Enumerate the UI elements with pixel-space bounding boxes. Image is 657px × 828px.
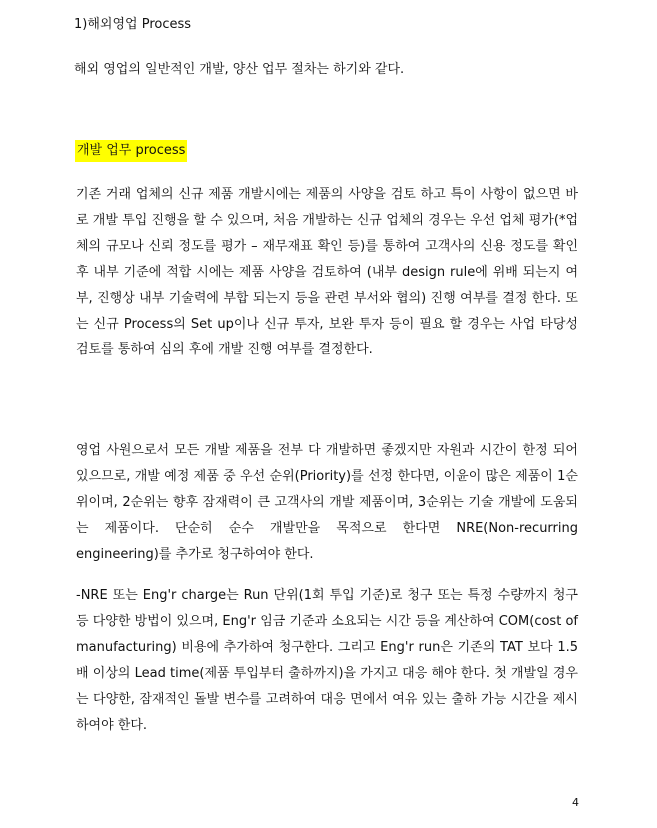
paragraph-nre: -NRE 또는 Eng'r charge는 Run 단위(1회 투입 기준)로 청구 또는 특정 수량까지 청구 등 다양한 방법이 있으며, Eng'r 임금 기준과 소요되는 시간 등을 계산하여 COM(cost of manufacturing) 비용에 추가하여 청구한다. 그리고 Eng'r run은 기존의 TAT 보다 1.5배 이상의 Lead time(제품 투입부터 출하까지)을 가지고 대응 해야 한다. 첫 개발일 경우는 다양한, 잠재적인 돌발 변수를 고려하여 대응 면에서 여유 있는 출하 가능 시간을 제시 하여야 한다. bbox=[76, 588, 578, 733]
page-number: 4 bbox=[572, 796, 579, 809]
intro-text: 해외 영업의 일반적인 개발, 양산 업무 절차는 하기와 같다. bbox=[74, 62, 405, 77]
section-title: 1)해외영업 Process bbox=[74, 17, 192, 32]
paragraph-development-process: 기존 거래 업체의 신규 제품 개발시에는 제품의 사양을 검토 하고 특이 사항이 없으면 바로 개발 투입 진행을 할 수 있으며, 처음 개발하는 신규 업체의 경우는 우선 업체 평가(*업체의 규모나 신뢰 정도를 평가 – 재무재표 확인 등)를 통하여 고객사의 신용 정도를 확인 후 내부 기준에 적합 시에는 제품 사양을 검토하여 (내부 design rule에 위배 되는지 여부, 진행상 내부 기술력에 부합 되는지 등을 관련 부서와 협의) 진행 여부를 결정 한다. 또는 신규 Process의 Set up이나 신규 투자, 보완 투자 등이 필요 할 경우는 사업 타당성 검토를 통하여 심의 후에 개발 진행 여부를 결정한다. bbox=[76, 187, 578, 358]
subheading-highlighted: 개발 업무 process bbox=[75, 140, 187, 162]
paragraph-priority: 영업 사원으로서 모든 개발 제품을 전부 다 개발하면 좋겠지만 자원과 시간이 한정 되어 있으므로, 개발 예정 제품 중 우선 순위(Priority)를 선정 한다면, 이윤이 많은 제품이 1순위이며, 2순위는 향후 잠재력이 큰 고객사의 개발 제품이며, 3순위는 기술 개발에 도움되는 제품이다. 단순히 순수 개발만을 목적으로 한다면 NRE(Non-recurring engineering)를 추가로 청구하여야 한다. bbox=[76, 443, 578, 562]
